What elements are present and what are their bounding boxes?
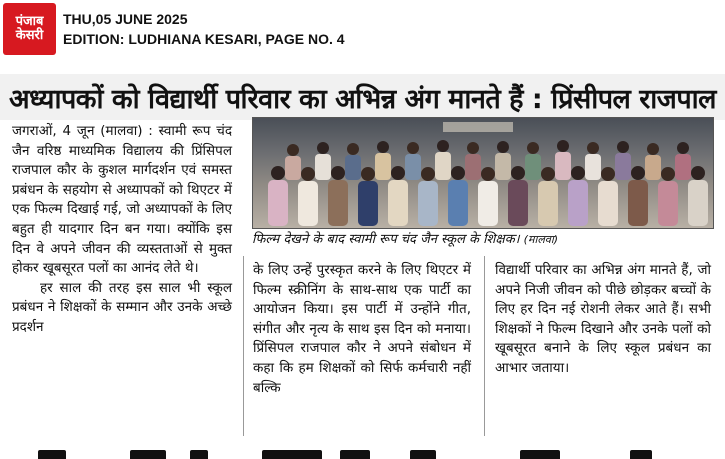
cropped-glyph [630, 450, 652, 459]
next-headline-cropped [0, 444, 725, 459]
column-1-paragraph-1: जगराओं, 4 जून (मालवा) : स्वामी रूप चंद जैन वरिष्ठ माध्यमिक विद्यालय की प्रिंसिपल राजपाल कौर के कुशल मार्गदर्शन एवं समस्त प्रबंधन के सहयोग से अध्यापकों को थिएटर में एक फिल्म दिखाई गई, जो अध्यापकों के लिए बहुत ही यादगार दिन बन गया। क्योंकि इस दिन वे अपने जीवन की व्यस्तताओं से मुक्त होकर खूबसूरत पलों का आनंद लेते थे। [12, 123, 232, 277]
cropped-glyph [190, 450, 208, 459]
article-column-1 [12, 122, 232, 338]
article-column-3 [495, 261, 711, 379]
photo-caption [252, 229, 712, 251]
column-divider-1 [243, 256, 244, 436]
cropped-glyph [262, 450, 322, 459]
column-3-text: विद्यार्थी परिवार का अभिन्न अंग मानते हैं, जो अपने निजी जीवन को पीछे छोड़कर बच्चों के लिए हर दिन नई रोशनी लेकर आते हैं। सभी शिक्षकों ने फिल्म दिखाने और उनके पलों को खूबसूरत बनाने के लिए स्कूल प्रबंधन का आभार जताया। [495, 262, 711, 376]
edition-meta [63, 9, 345, 49]
column-divider-2 [484, 256, 485, 436]
column-2-text: के लिए उन्हें पुरस्कृत करने के लिए थिएटर में फिल्म स्क्रीनिंग के साथ-साथ एक पार्टी का आयोजन किया। इस पार्टी में उन्होंने गीत, संगीत और नृत्य के साथ इस दिन को मनाया। प्रिंसिपल राजपाल कौर ने अपने संबोधन में कहा कि हम शिक्षकों को सिर्फ कर्मचारी नहीं बल्कि [253, 262, 471, 396]
cropped-glyph [410, 450, 436, 459]
logo-line-2: केसरी [15, 28, 44, 43]
photo-caption-tag: (मालवा) [523, 233, 559, 246]
group-photo [252, 117, 714, 229]
photo-caption-text: फिल्म देखने के बाद स्वामी रूप चंद जैन स्कूल के शिक्षक। [252, 232, 520, 247]
cropped-glyph [130, 450, 166, 459]
column-1-paragraph-2: हर साल की तरह इस साल भी स्कूल प्रबंधन ने शिक्षकों के सम्मान और उनके अच्छे प्रदर्शन [12, 279, 232, 335]
issue-date: THU,05 JUNE 2025 [63, 11, 188, 27]
cropped-glyph [38, 450, 66, 459]
logo-line-1: पंजाब [15, 14, 44, 30]
article-headline: अध्यापकों को विद्यार्थी परिवार का अभिन्न अंग मानते हैं : प्रिंसीपल राजपाल [0, 74, 725, 120]
group-photo-people [253, 118, 713, 228]
cropped-glyph [520, 450, 560, 459]
cropped-glyph [340, 450, 370, 459]
edition-info: EDITION: LUDHIANA KESARI, PAGE NO. 4 [63, 31, 345, 47]
article-column-2 [253, 261, 471, 398]
front-row-people [268, 166, 708, 226]
newspaper-logo [3, 3, 56, 55]
